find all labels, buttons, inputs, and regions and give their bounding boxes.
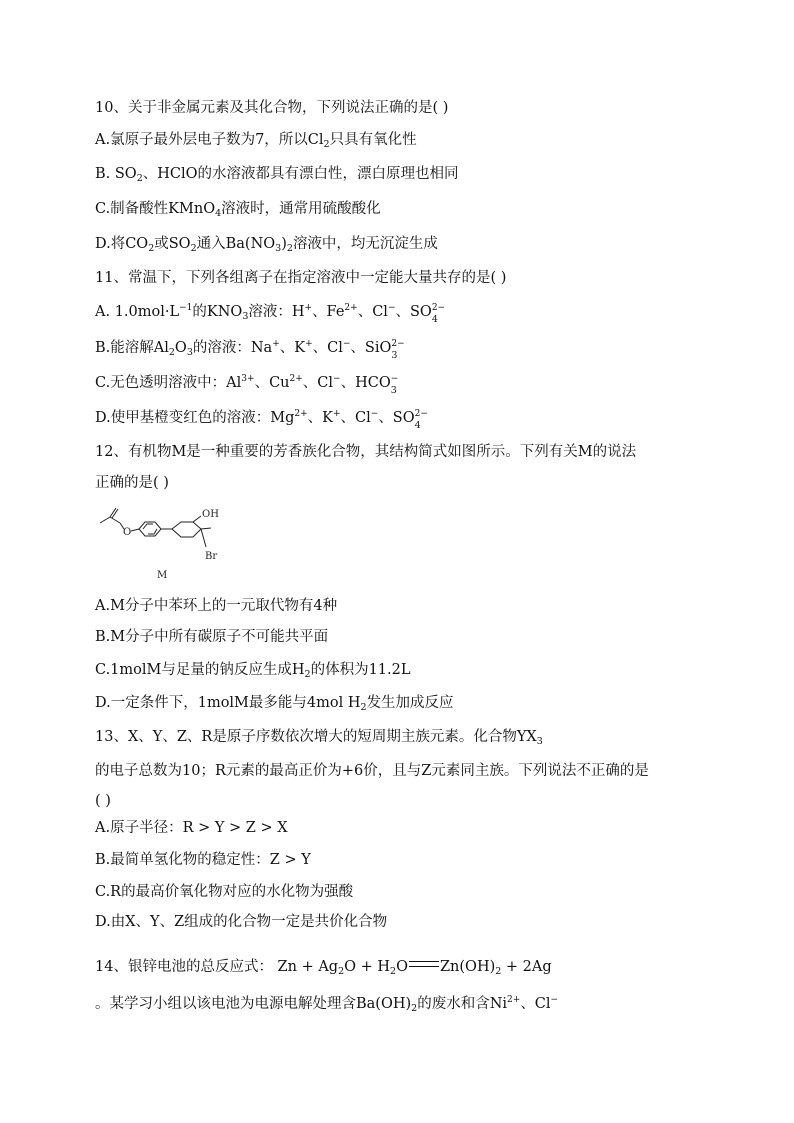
q12-stem-line-2: 正确的是( ) <box>95 475 169 491</box>
q13-option-a: A.原子半径：R > Y > Z > X <box>95 820 288 836</box>
q13-stem-line-3: ( ) <box>95 793 111 809</box>
q13-option-c: C.R的最高价氧化物对应的水化物为强酸 <box>95 884 354 900</box>
q10-option-b: B. $SO_2$、HClO的水溶液都具有漂白性，漂白原理也相同 <box>95 166 459 184</box>
q12-stem-line-1: 12、有机物M是一种重要的芳香族化合物，其结构简式如图所示。下列有关M的说法 <box>95 444 637 460</box>
q13-stem-line-2: 的电子总数为10；R元素的最高正价为+6价，且与Z元素同主族。下列说法不正确的是 <box>95 763 649 779</box>
q13-option-b: B.最简单氢化物的稳定性：Z > Y <box>95 852 311 868</box>
q12-option-a: A.M分子中苯环上的一元取代物有4种 <box>95 598 338 614</box>
q11-option-a: A. $1.0mol\cdot L^{-1}$的$KNO_3$溶液：H+、$Fe^{2+}$、Cl−、SO 2− 4 <box>95 303 446 325</box>
molecule-o-atom: O <box>123 527 132 538</box>
q10-stem: 10、关于非金属元素及其化合物，下列说法正确的是( ) <box>95 100 449 116</box>
q11-option-c: C.无色透明溶液中：$Al^{3+}$、$Cu^{2+}$、Cl−、HCO − 3 <box>95 374 399 396</box>
q11-stem: 11、常温下，下列各组离子在指定溶液中一定能大量共存的是( ) <box>95 270 507 286</box>
q10-option-a: A.氯原子最外层电子数为7，所以$Cl_2$只具有氧化性 <box>95 132 417 150</box>
molecule-label-m: M <box>157 570 168 581</box>
q13-option-d: D.由X、Y、Z组成的化合物一定是共价化合物 <box>95 914 388 930</box>
q13-stem-line-1: 13、X、Y、Z、R是原子序数依次增大的短周期主族元素。化合物$YX_3$ <box>95 729 543 747</box>
molecule-oh-label: OH <box>202 509 219 520</box>
q14-stem-line-2: 。某学习小组以该电池为电源电解处理含$Ba(OH)_2$的废水和含$Ni^{2+}$、Cl− <box>95 995 559 1014</box>
q12-option-b: B.M分子中所有碳原子不可能共平面 <box>95 629 329 645</box>
q10-option-c: C.制备酸性KMnO$_4$溶液时，通常用硫酸酸化 <box>95 201 381 219</box>
q12-option-d: D.一定条件下，1molM最多能与4mol $H_2$发生加成反应 <box>95 695 454 713</box>
q10-option-d: D.将$CO_2$或$SO_2$通入$Ba(NO_3)_2$溶液中，均无沉淀生成 <box>95 236 438 254</box>
molecule-m-structure <box>95 497 230 582</box>
equals-sign <box>409 961 439 967</box>
q12-option-c: C.1molM与足量的钠反应生成$H_2$的体积为11.2L <box>95 662 411 680</box>
q14-stem-line-1: 14、银锌电池的总反应式： $Zn + Ag_2O + H_2O$ $Zn(OH)_2 + 2Ag$ <box>95 959 552 977</box>
molecule-br-label: Br <box>205 551 218 562</box>
q11-option-b: B.能溶解$Al_2O_3$的溶液：Na+、K+、Cl−、SiO 2− 3 <box>95 339 405 361</box>
q11-option-d: D.使甲基橙变红色的溶液：$Mg^{2+}$、K+、Cl−、SO 2− 4 <box>95 409 428 431</box>
